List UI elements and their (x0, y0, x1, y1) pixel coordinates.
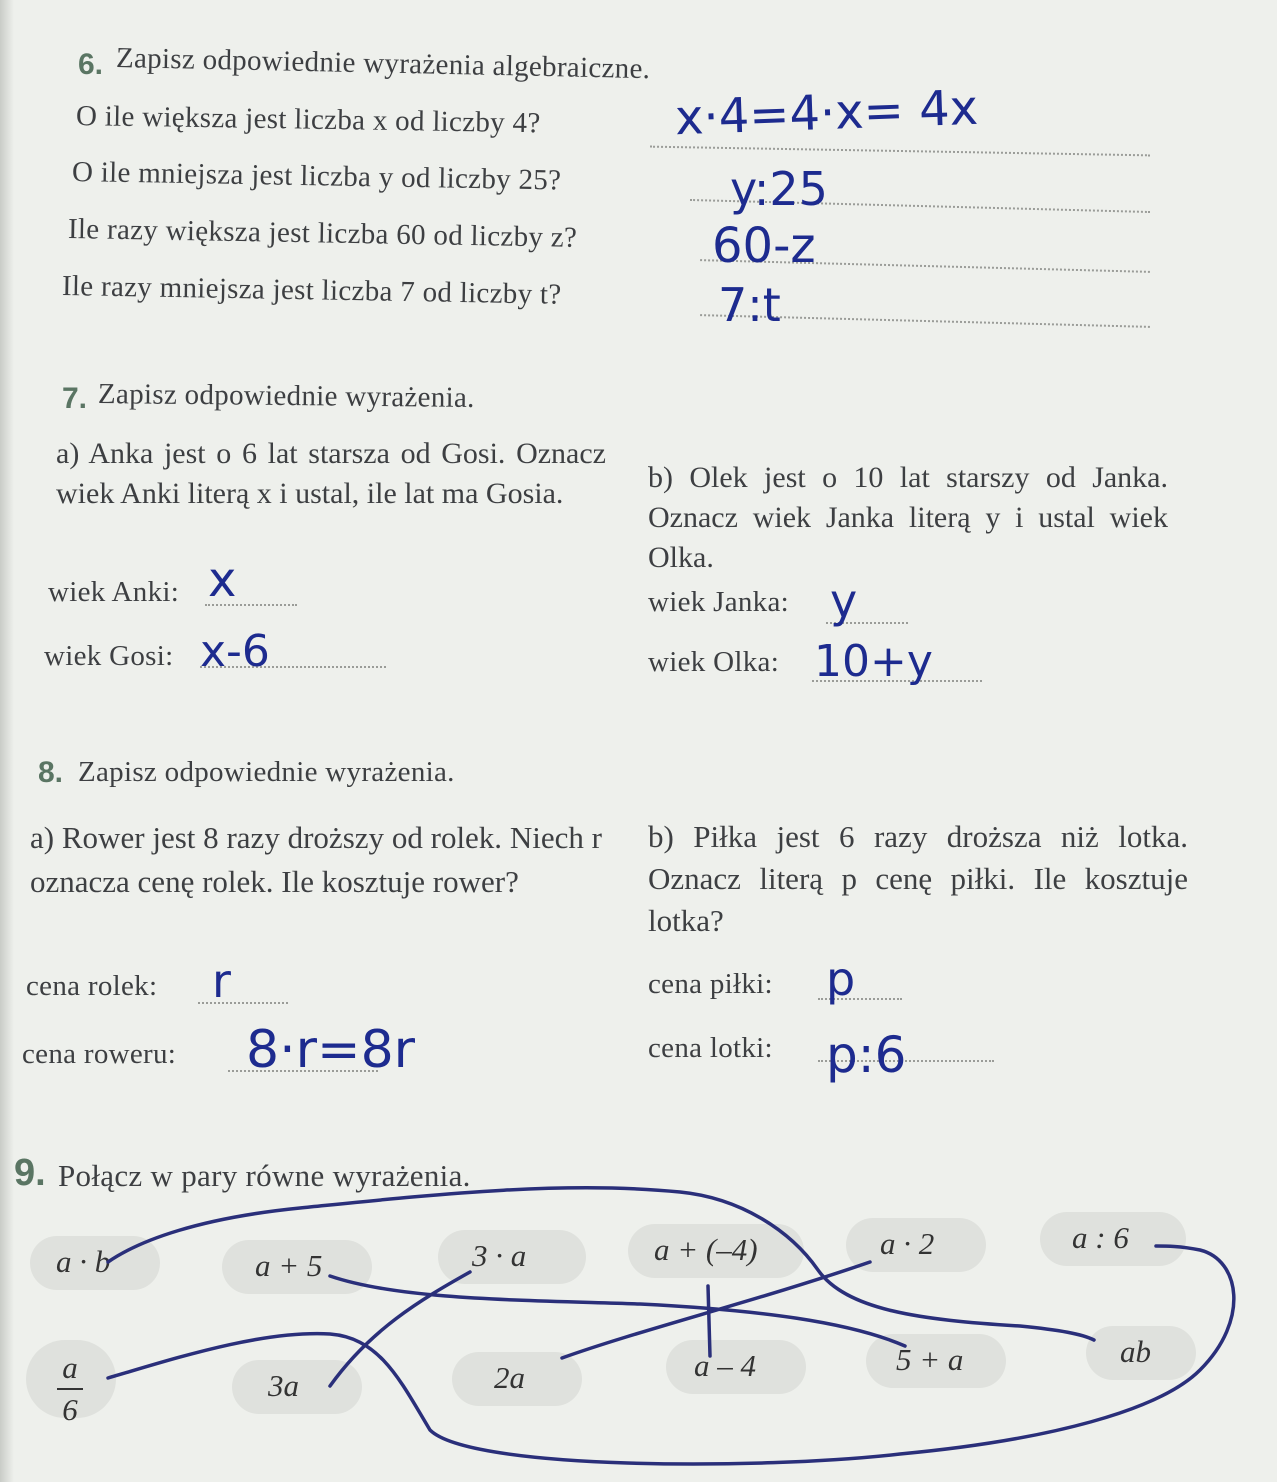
task6-answer-4: 7:t (718, 278, 781, 332)
connection-a-times-b-to-ab (108, 1188, 1094, 1340)
task8a-label-2: cena roweru: (22, 1038, 177, 1070)
task8b-answer-1: p (826, 952, 856, 1006)
task8a-answer-2: 8·r=8r (246, 1020, 416, 1080)
connection-a-times-2-to-2a (562, 1262, 870, 1358)
task8-title: Zapisz odpowiednie wyrażenia. (78, 756, 455, 788)
task7a-answer-1: x (208, 552, 237, 608)
expr-3a: 3a (268, 1368, 299, 1403)
connection-a-plus-5-to-5-plus-a (330, 1276, 905, 1346)
task7a-label-2: wiek Gosi: (44, 640, 174, 672)
task6-question-3: Ile razy większa jest liczba 60 od liczby z? (67, 213, 578, 254)
task7a-text: a) Anka jest o 6 lat starsza od Gosi. Oznacz wiek Anki literą x i ustal, ile lat ma Gosia. (56, 437, 606, 510)
task8a-text: a) Rower jest 8 razy droższy od rolek. Niech r oznacza cenę rolek. Ile kosztuje rower? (30, 820, 602, 899)
task8b-label-2: cena lotki: (648, 1032, 773, 1064)
task8-number: 8. (38, 756, 64, 789)
task8a-label-1: cena rolek: (26, 970, 158, 1002)
task6-answer-1: x·4=4·x= 4x (674, 79, 979, 147)
connection-3-times-a-to-3a (330, 1272, 470, 1386)
task7b-label-1: wiek Janka: (648, 586, 790, 618)
task6-answer-3: 60-z (712, 218, 816, 274)
task7a-answer-2: x-6 (200, 626, 270, 677)
expr-a-plus-minus4: a + (–4) (654, 1232, 758, 1267)
fraction-numerator: a (62, 1350, 78, 1385)
expr-ab: ab (1120, 1334, 1151, 1369)
expr-a-plus-5: a + 5 (255, 1248, 323, 1283)
task7-number: 7. (62, 382, 88, 415)
task6-answer-2: y:25 (730, 162, 828, 216)
task9-title: Połącz w pary równe wyrażenia. (58, 1158, 471, 1193)
expr-2a: 2a (494, 1360, 525, 1395)
task9-number: 9. (14, 1152, 46, 1194)
task6-title: Zapisz odpowiednie wyrażenia algebraiczne. (115, 42, 651, 86)
expr-a-times-b: a · b (56, 1244, 111, 1279)
task8b-text: b) Piłka jest 6 razy droższa niż lotka. Oznacz literą p cenę piłki. Ile kosztuje lotka? (648, 819, 1188, 938)
task6-question-2: O ile mniejsza jest liczba y od liczby 25? (71, 156, 562, 197)
task8b-label-1: cena piłki: (648, 968, 773, 1000)
expr-a-minus-4: a – 4 (694, 1348, 756, 1383)
connection-plus-minus4-to-minus4 (708, 1286, 710, 1356)
task6-number: 6. (78, 48, 104, 81)
task8b-answer-2: p:6 (826, 1026, 907, 1084)
expr-a-div-6: a : 6 (1072, 1220, 1129, 1255)
task7b-answer-1: y (830, 574, 858, 628)
task8a-answer-1: r (212, 954, 231, 1008)
expr-5-plus-a: 5 + a (896, 1342, 964, 1377)
task7-title: Zapisz odpowiednie wyrażenia. (97, 378, 475, 414)
expr-a-times-2: a · 2 (880, 1226, 935, 1261)
fraction-denominator: 6 (62, 1392, 78, 1427)
expr-3-times-a: 3 · a (472, 1238, 527, 1273)
task7b-text: b) Olek jest o 10 lat starszy od Janka. Oznacz wiek Janka literą y i ustal wiek Olka. (648, 461, 1168, 574)
connection-a-over-6-to-a-div-6 (108, 1246, 1234, 1464)
task6-question-1: O ile większa jest liczba x od liczby 4? (75, 100, 541, 140)
task7b-answer-2: 10+y (814, 636, 933, 687)
task6-question-4: Ile razy mniejsza jest liczba 7 od liczby t? (61, 270, 562, 311)
task7a-label-1: wiek Anki: (48, 576, 180, 608)
task7b-label-2: wiek Olka: (648, 646, 780, 678)
